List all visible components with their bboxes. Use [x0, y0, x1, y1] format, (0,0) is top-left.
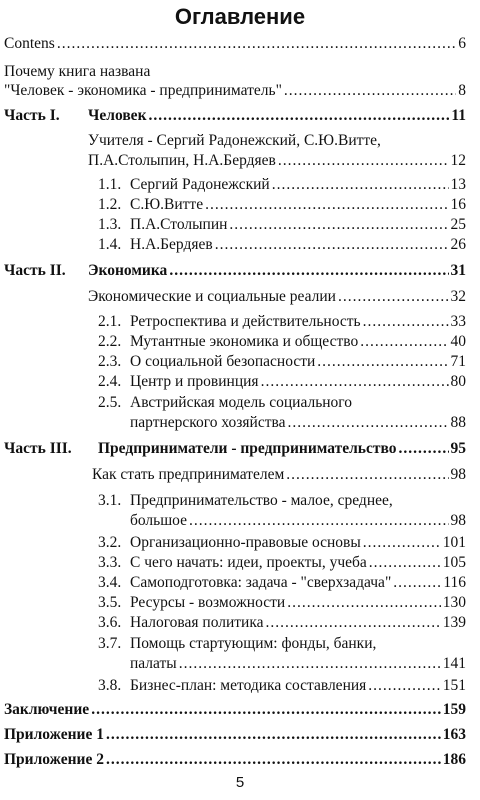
toc-entry-page: 80 [450, 373, 466, 390]
dot-leader [317, 352, 448, 371]
toc-entry-page: 13 [450, 176, 466, 193]
toc-entry-label: Ретроспектива и действительность [130, 313, 361, 330]
toc-entry-line1: Почему книга названа [4, 63, 151, 80]
toc-entry-page: 139 [442, 614, 466, 631]
toc-part-number: Часть II. [4, 262, 66, 279]
toc-entry-3-5[interactable] [98, 593, 466, 612]
toc-entry-label: большое [130, 512, 187, 529]
dot-leader [106, 750, 441, 769]
toc-entry-page: 101 [442, 534, 466, 551]
toc-entry-page: 25 [450, 216, 466, 233]
toc-entry-label: О социальной безопасности [130, 353, 316, 370]
dot-leader [278, 151, 449, 170]
toc-entry-page: 116 [443, 574, 466, 591]
toc-heading: Оглавление [174, 4, 306, 29]
page-number: 5 [235, 774, 245, 791]
toc-entry-page: 98 [450, 512, 466, 529]
toc-entry-how-to[interactable] [92, 465, 466, 484]
toc-entry-3-7-line1 [98, 634, 376, 653]
dot-leader [149, 106, 450, 125]
toc-entry-page: 151 [442, 677, 466, 694]
toc-entry-label: П.А.Столыпин, Н.А.Бердяев [88, 152, 276, 169]
toc-entry-number: 3.3. [98, 554, 122, 571]
dot-leader [215, 235, 449, 254]
toc-entry-label: Заключение [4, 701, 90, 718]
toc-entry-3-1[interactable] [130, 511, 466, 530]
toc-entry-why-named[interactable] [4, 81, 466, 100]
toc-entry-number: 1.3. [98, 216, 122, 233]
dot-leader [179, 654, 441, 673]
toc-entry-number: 3.1. [98, 492, 122, 509]
toc-entry-label: Экономические и социальные реалии [88, 288, 336, 305]
toc-entry-label: Экономика [88, 262, 168, 279]
dot-leader [266, 613, 441, 632]
toc-entry-1-4[interactable] [98, 235, 466, 254]
dot-leader [360, 332, 448, 351]
toc-entry-contens[interactable] [4, 34, 466, 53]
toc-entry-3-4[interactable] [98, 573, 466, 592]
toc-entry-line1: Учителя - Сергий Радонежский, С.Ю.Витте, [88, 132, 381, 149]
toc-entry-label: партнерского хозяйства [130, 414, 286, 431]
toc-entry-realities[interactable] [88, 287, 466, 306]
dot-leader [369, 553, 441, 572]
toc-entry-number: 3.8. [98, 677, 122, 694]
dot-leader [288, 413, 449, 432]
toc-entry-label: палаты [130, 655, 177, 672]
toc-entry-page: 88 [450, 414, 466, 431]
toc-entry-label: Центр и провинция [130, 373, 259, 390]
toc-part-1[interactable] [4, 106, 466, 125]
toc-entry-label: С.Ю.Витте [130, 196, 204, 213]
dot-leader [287, 593, 441, 612]
toc-entry-label: Самоподготовка: задача - "сверхзадача" [130, 574, 392, 591]
toc-entry-number: 3.6. [98, 614, 122, 631]
toc-entry-label: Приложение 2 [4, 751, 104, 768]
toc-entry-page: 32 [450, 288, 466, 305]
toc-entry-number: 3.4. [98, 574, 122, 591]
toc-entry-page: 11 [451, 107, 466, 124]
toc-entry-label: Человек [88, 107, 147, 124]
toc-entry-label: Бизнес-план: методика составления [130, 677, 367, 694]
toc-entry-page: 8 [458, 82, 466, 99]
toc-entry-number: 1.4. [98, 236, 122, 253]
toc-entry-page: 33 [450, 313, 466, 330]
toc-entry-line1: Помощь стартующим: фонды, банки, [130, 635, 377, 652]
toc-entry-page: 159 [442, 701, 466, 718]
toc-entry-3-2[interactable] [98, 533, 466, 552]
toc-entry-number: 2.3. [98, 353, 122, 370]
toc-entry-page: 130 [442, 594, 466, 611]
toc-entry-label: Предприниматели - предпринимательство [98, 440, 397, 457]
toc-entry-number: 1.2. [98, 196, 122, 213]
toc-entry-3-8[interactable] [98, 676, 466, 695]
dot-leader [261, 372, 449, 391]
toc-entry-label: Ресурсы - возможности [130, 594, 286, 611]
dot-leader [169, 261, 448, 280]
dot-leader [91, 700, 441, 719]
toc-entry-page: 105 [442, 554, 466, 571]
toc-entry-page: 163 [442, 726, 466, 743]
toc-entry-page: 31 [450, 262, 466, 279]
toc-entry-number: 3.2. [98, 534, 122, 551]
toc-entry-conclusion[interactable] [4, 700, 466, 719]
dot-leader [229, 215, 448, 234]
dot-leader [106, 725, 441, 744]
toc-entry-3-6[interactable] [98, 613, 466, 632]
toc-entry-label: П.А.Столыпин [130, 216, 228, 233]
toc-entry-page: 186 [442, 751, 466, 768]
toc-entry-3-1-line1 [98, 491, 393, 510]
toc-part-number: Часть III. [4, 440, 72, 457]
toc-entry-1-2[interactable] [98, 195, 466, 214]
toc-part-2[interactable] [4, 261, 466, 280]
toc-entry-number: 1.1. [98, 176, 122, 193]
toc-entry-label: Приложение 1 [4, 726, 104, 743]
toc-entry-label: Организационно-правовые основы [130, 534, 361, 551]
toc-entry-3-7[interactable] [130, 654, 466, 673]
dot-leader [284, 81, 456, 100]
toc-entry-teachers[interactable] [88, 151, 466, 170]
toc-entry-number: 2.4. [98, 373, 122, 390]
toc-entry-page: 141 [442, 655, 466, 672]
toc-entry-page: 71 [450, 353, 466, 370]
dot-leader [189, 511, 449, 530]
toc-entry-line1: Предпринимательство - малое, среднее, [130, 492, 393, 509]
toc-entry-label: Contens [4, 35, 55, 52]
toc-entry-label: Сергий Радонежский [130, 176, 270, 193]
toc-entry-2-2[interactable] [98, 332, 466, 351]
toc-part-3[interactable] [4, 439, 466, 458]
toc-entry-number: 2.5. [98, 394, 122, 411]
toc-entry-line1: Австрийская модель социального [130, 394, 353, 411]
toc-entry-label: Мутантные экономика и общество [130, 333, 359, 350]
toc-entry-label: "Человек - экономика - предприниматель" [4, 82, 282, 99]
toc-entry-number: 2.1. [98, 313, 122, 330]
toc-entry-2-5-line1 [98, 393, 352, 412]
toc-entry-label: С чего начать: идеи, проекты, учеба [130, 554, 367, 571]
toc-entry-label: Как стать предпринимателем [92, 466, 285, 483]
toc-entry-number: 2.2. [98, 333, 122, 350]
toc-entry-2-1[interactable] [98, 312, 466, 331]
dot-leader [398, 439, 448, 458]
dot-leader [363, 533, 441, 552]
dot-leader [338, 287, 449, 306]
toc-entry-number: 3.7. [98, 635, 122, 652]
toc-entry-label: Налоговая политика [130, 614, 264, 631]
toc-entry-page: 6 [458, 35, 466, 52]
dot-leader [272, 175, 449, 194]
toc-entry-number: 3.5. [98, 594, 122, 611]
dot-leader [286, 465, 448, 484]
toc-entry-page: 16 [450, 196, 466, 213]
toc-entry-page: 12 [450, 152, 466, 169]
toc-entry-page: 26 [450, 236, 466, 253]
toc-entry-page: 40 [450, 333, 466, 350]
dot-leader [205, 195, 448, 214]
dot-leader [368, 676, 440, 695]
toc-entry-2-5[interactable] [130, 413, 466, 432]
toc-entry-2-3[interactable] [98, 352, 466, 371]
toc-entry-page: 98 [450, 466, 466, 483]
toc-entry-appendix-2[interactable] [4, 750, 466, 769]
dot-leader [363, 312, 449, 331]
dot-leader [393, 573, 441, 592]
toc-entry-label: Н.А.Бердяев [130, 236, 213, 253]
toc-entry-appendix-1[interactable] [4, 725, 466, 744]
toc-entry-2-4[interactable] [98, 372, 466, 391]
dot-leader [57, 34, 456, 53]
toc-entry-page: 95 [450, 440, 466, 457]
toc-entry-3-3[interactable] [98, 553, 466, 572]
toc-entry-1-3[interactable] [98, 215, 466, 234]
toc-entry-1-1[interactable] [98, 175, 466, 194]
toc-part-number: Часть I. [4, 107, 60, 124]
